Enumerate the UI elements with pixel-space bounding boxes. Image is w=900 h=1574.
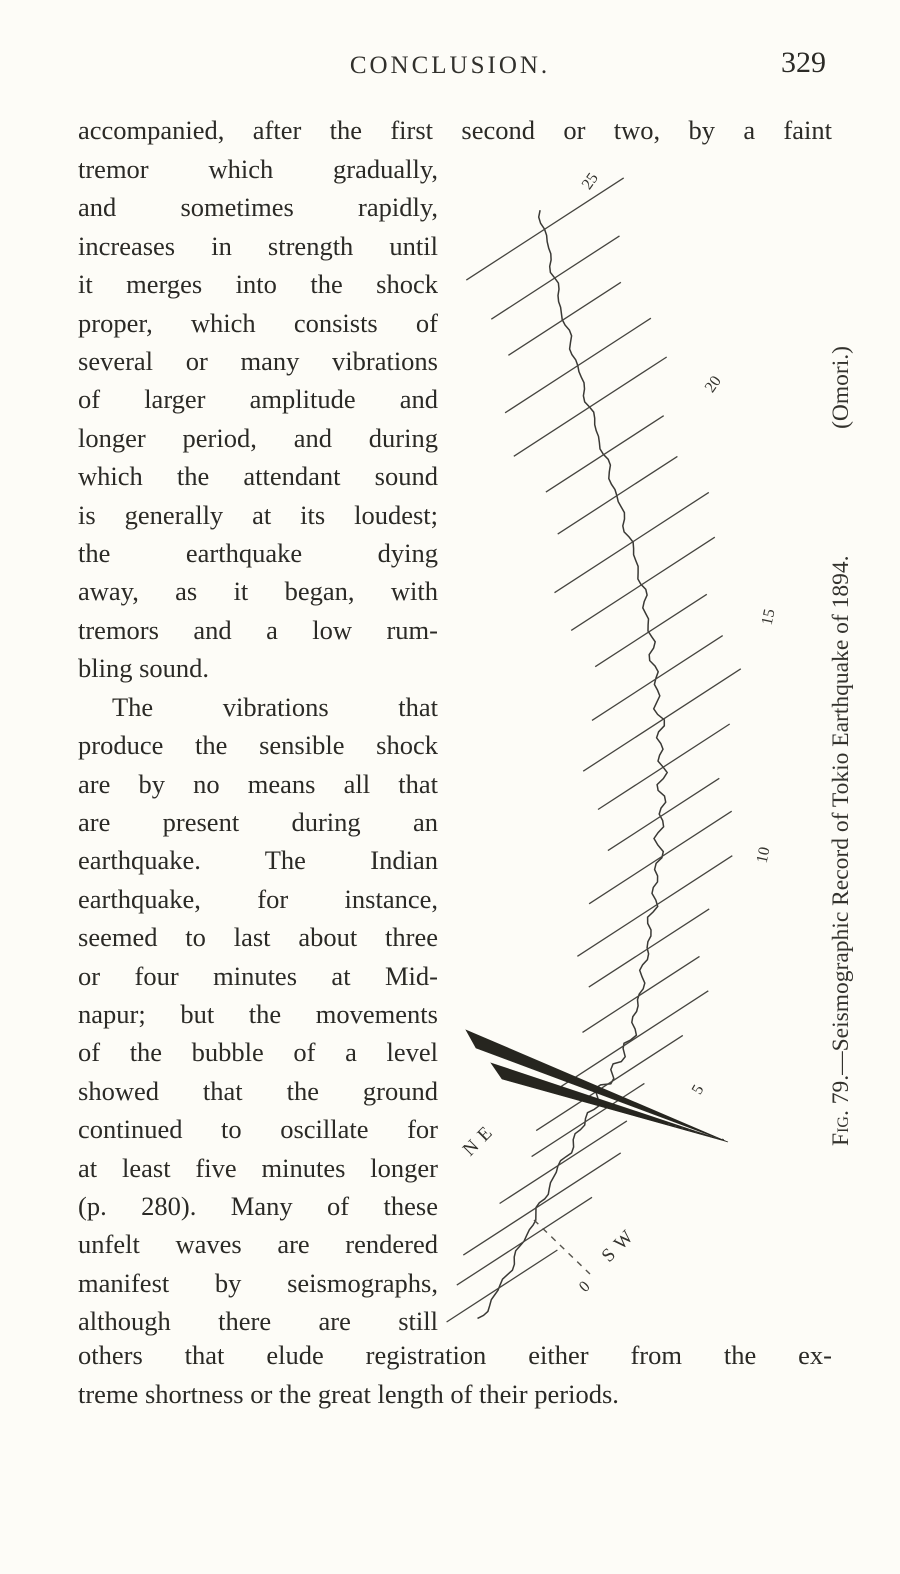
text-line: (p. 280). Many of these: [78, 1190, 438, 1221]
figure-attribution: (Omori.): [828, 346, 854, 429]
time-tick-line: [598, 724, 730, 810]
text-line: at least five minutes longer: [78, 1152, 438, 1183]
text-line: seemed to last about three: [78, 922, 438, 953]
page-number: 329: [781, 46, 826, 79]
seismogram-spike: [491, 1063, 728, 1142]
tick-label-25: 25: [578, 169, 602, 193]
text-line: are present during an: [78, 806, 438, 837]
direction-label-ne: NE: [458, 1117, 502, 1161]
seismogram-figure: [436, 148, 860, 1368]
seismogram-svg: [436, 148, 860, 1368]
text-line: although there are still: [78, 1306, 438, 1337]
text-line: longer period, and during: [78, 422, 438, 453]
time-tick-line: [608, 778, 719, 850]
text-line: bling sound.: [78, 653, 210, 684]
time-tick-line: [500, 1121, 627, 1204]
text-line: it merges into the shock: [78, 269, 438, 300]
time-tick-line: [592, 636, 723, 721]
text-line: earthquake. The Indian: [78, 845, 438, 876]
text-column: [78, 150, 438, 1341]
tick-label-10: 10: [753, 845, 774, 865]
text-line: are by no means all that: [78, 768, 438, 799]
text-line: unfelt waves are rendered: [78, 1229, 438, 1260]
time-tick-line: [589, 909, 709, 987]
text-line: the earthquake dying: [78, 538, 438, 569]
tick-label-0: 0: [575, 1277, 594, 1296]
text-line: away, as it began, with: [78, 576, 438, 607]
seismogram-trace: [478, 210, 668, 1318]
text-line: or four minutes at Mid-: [78, 960, 438, 991]
time-tick-line: [505, 318, 651, 413]
time-tick-line: [589, 811, 732, 904]
tick-label-5: 5: [688, 1082, 708, 1098]
text-line: proper, which consists of: [78, 307, 438, 338]
text-line: earthquake, for instance,: [78, 883, 438, 914]
text-line: The vibrations that: [112, 691, 438, 722]
time-tick-line: [595, 594, 707, 666]
text-line: napur; but the movements: [78, 998, 438, 1029]
text-line: tremor which gradually,: [78, 154, 438, 184]
time-tick-line: [466, 178, 623, 280]
time-tick-line: [546, 416, 664, 492]
text-line: showed that the ground: [78, 1075, 438, 1106]
spike-dotted-line: [668, 1124, 724, 1140]
figure-caption-main: [828, 556, 855, 1146]
time-tick-line: [558, 456, 678, 534]
time-tick-line: [447, 1250, 558, 1322]
running-title: CONCLUSION.: [349, 52, 551, 79]
figure-caption: [828, 346, 858, 1146]
text-line: of the bubble of a level: [78, 1037, 438, 1068]
time-tick-line: [555, 492, 709, 592]
time-tick-line: [571, 537, 715, 630]
time-tick-line: [514, 357, 667, 456]
text-line: continued to oscillate for: [78, 1114, 438, 1145]
seismogram-spike: [466, 1030, 728, 1142]
text-line: tremors and a low rum-: [78, 614, 438, 645]
text-line: manifest by seismographs,: [78, 1267, 438, 1298]
text-line: increases in strength until: [78, 230, 438, 261]
tick-label-20: 20: [701, 372, 725, 396]
text-line: is generally at its loudest;: [78, 499, 438, 530]
text-line: which the attendant sound: [78, 461, 438, 492]
figure-number: Fig. 79.: [828, 1074, 854, 1146]
text-line: several or many vibrations: [78, 346, 438, 377]
time-tick-line: [508, 282, 621, 355]
dashed-baseline: [534, 1220, 590, 1274]
text-line: and sometimes rapidly,: [78, 192, 438, 223]
text-line: treme shortness or the great length of their periods.: [78, 1379, 619, 1409]
time-tick-line: [583, 669, 741, 771]
direction-label-sw: SW: [597, 1221, 643, 1267]
text-line: others that elude registration either from the ex-: [78, 1340, 832, 1370]
text-line: produce the sensible shock: [78, 730, 438, 761]
figure-caption-text: —Seismographic Record of Tokio Earthquake of 1894.: [828, 555, 854, 1075]
time-tick-line: [463, 1153, 620, 1255]
tick-label-15: 15: [758, 607, 779, 627]
time-tick-line: [556, 991, 708, 1090]
text-line: of larger amplitude and: [78, 384, 438, 415]
time-tick-line: [491, 236, 619, 319]
intro-line: accompanied, after the first second or two, by a faint: [78, 115, 832, 145]
